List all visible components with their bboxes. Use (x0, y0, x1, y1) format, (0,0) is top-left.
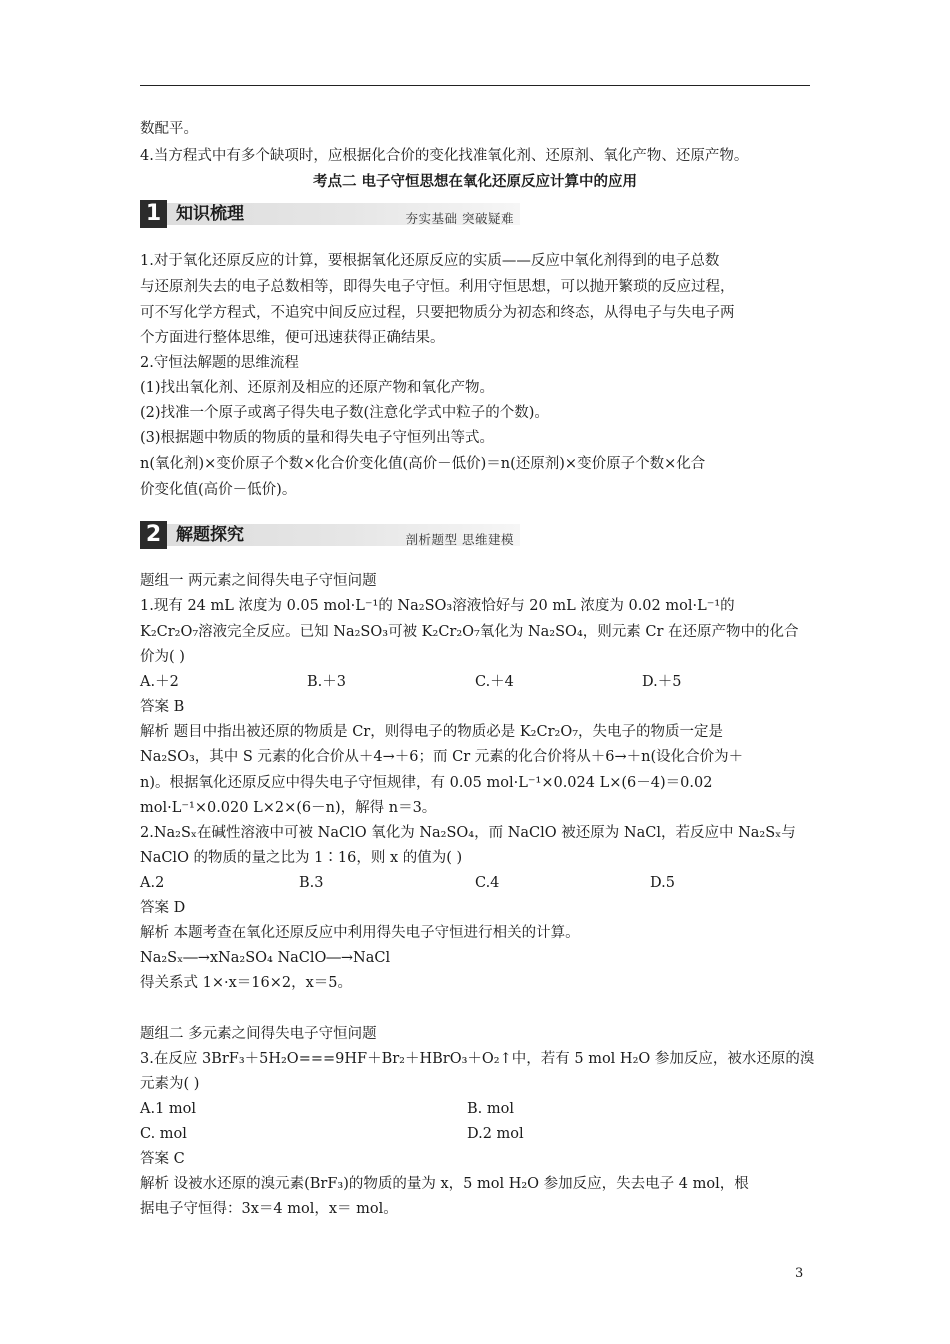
option: C.＋4 (475, 674, 514, 690)
answer-line: 答案 C (140, 1151, 185, 1167)
group-title: 题组二 多元素之间得失电子守恒问题 (140, 1026, 377, 1042)
option: D.2 mol (467, 1126, 524, 1142)
text-line: (2)找准一个原子或离子得失电子数(注意化学式中粒子的个数)。 (140, 405, 549, 421)
banner-number: 1 (140, 200, 167, 228)
option: D.＋5 (642, 674, 682, 690)
group-title: 题组一 两元素之间得失电子守恒问题 (140, 573, 377, 589)
banner-title: 知识梳理 (176, 204, 244, 224)
option: A.＋2 (140, 674, 179, 690)
banner-subtitle: 夯实基础 突破疑难 (405, 211, 514, 226)
answer-line: 答案 D (140, 900, 186, 916)
text-line: n(氧化剂)×变价原子个数×化合价变化值(高价－低价)＝n(还原剂)×变价原子个数×化合 (140, 456, 706, 472)
option: D.5 (650, 875, 675, 891)
section-title: 考点二 电子守恒思想在氧化还原反应计算中的应用 (312, 173, 638, 190)
banner-number: 2 (140, 521, 167, 549)
text-line: 与还原剂失去的电子总数相等，即得失电子守恒。利用守恒思想，可以抛开繁琐的反应过程， (140, 279, 735, 295)
page-number: 3 (795, 1266, 804, 1281)
section-banner-knowledge (140, 200, 520, 230)
header-rule (140, 85, 810, 86)
option: A.1 mol (140, 1101, 197, 1117)
text-line: 个方面进行整体思维，便可迅速获得正确结果。 (140, 330, 445, 346)
option: C. mol (140, 1126, 187, 1142)
question-line: 价为( ) (140, 649, 185, 665)
question-line: 2.Na₂Sₓ在碱性溶液中可被 NaClO 氧化为 Na₂SO₄，而 NaClO 被还原为 NaCl，若反应中 Na₂Sₓ与 (140, 825, 796, 841)
banner-title: 解题探究 (176, 525, 244, 545)
explanation-line: 据电子守恒得：3x＝4 mol，x＝ mol。 (140, 1201, 398, 1217)
text-line: 4.当方程式中有多个缺项时，应根据化合价的变化找准氧化剂、还原剂、氧化产物、还原产物。 (140, 148, 749, 164)
text-line: 1.对于氧化还原反应的计算，要根据氧化还原反应的实质——反应中氧化剂得到的电子总数 (140, 253, 720, 269)
question-line: K₂Cr₂O₇溶液完全反应。已知 Na₂SO₃可被 K₂Cr₂O₇氧化为 Na₂SO₄，则元素 Cr 在还原产物中的化合 (140, 624, 799, 640)
option: B.3 (299, 875, 324, 891)
text-line: 2.守恒法解题的思维流程 (140, 355, 299, 371)
section-banner-practice (140, 521, 520, 551)
text-line: 数配平。 (140, 121, 198, 137)
explanation-line: Na₂Sₓ―→xNa₂SO₄ NaClO―→NaCl (140, 950, 391, 966)
question-line: 1.现有 24 mL 浓度为 0.05 mol·L⁻¹的 Na₂SO₃溶液恰好与 20 mL 浓度为 0.02 mol·L⁻¹的 (140, 598, 735, 614)
answer-line: 答案 B (140, 699, 185, 715)
explanation-line: mol·L⁻¹×0.020 L×2×(6－n)，解得 n＝3。 (140, 800, 437, 816)
explanation-line: 解析 题目中指出被还原的物质是 Cr，则得电子的物质必是 K₂Cr₂O₇，失电子的物质一定是 (140, 724, 724, 740)
explanation-line: 得关系式 1×·x＝16×2，x＝5。 (140, 975, 352, 991)
option: B.＋3 (307, 674, 346, 690)
question-line: 元素为( ) (140, 1076, 200, 1092)
text-line: 可不写化学方程式，不追究中间反应过程，只要把物质分为初态和终态，从得电子与失电子两 (140, 305, 735, 321)
question-line: 3.在反应 3BrF₃＋5H₂O===9HF＋Br₂＋HBrO₃＋O₂↑中，若有 5 mol H₂O 参加反应，被水还原的溴 (140, 1051, 815, 1067)
text-line: (1)找出氧化剂、还原剂及相应的还原产物和氧化产物。 (140, 380, 495, 396)
question-line: NaClO 的物质的量之比为 1∶16，则 x 的值为( ) (140, 850, 463, 866)
explanation-line: 解析 设被水还原的溴元素(BrF₃)的物质的量为 x，5 mol H₂O 参加反应，失去电子 4 mol，根 (140, 1176, 749, 1192)
explanation-line: 解析 本题考查在氧化还原反应中利用得失电子守恒进行相关的计算。 (140, 925, 580, 941)
option: A.2 (140, 875, 165, 891)
option: B. mol (467, 1101, 514, 1117)
explanation-line: n)。根据氧化还原反应中得失电子守恒规律，有 0.05 mol·L⁻¹×0.024 L×(6－4)＝0.02 (140, 775, 713, 791)
explanation-line: Na₂SO₃，其中 S 元素的化合价从＋4→＋6；而 Cr 元素的化合价将从＋6→＋n(设化合价为＋ (140, 749, 744, 765)
option: C.4 (475, 875, 500, 891)
text-line: 价变化值(高价－低价)。 (140, 482, 297, 498)
banner-subtitle: 剖析题型 思维建模 (405, 532, 514, 547)
text-line: (3)根据题中物质的物质的量和得失电子守恒列出等式。 (140, 430, 495, 446)
